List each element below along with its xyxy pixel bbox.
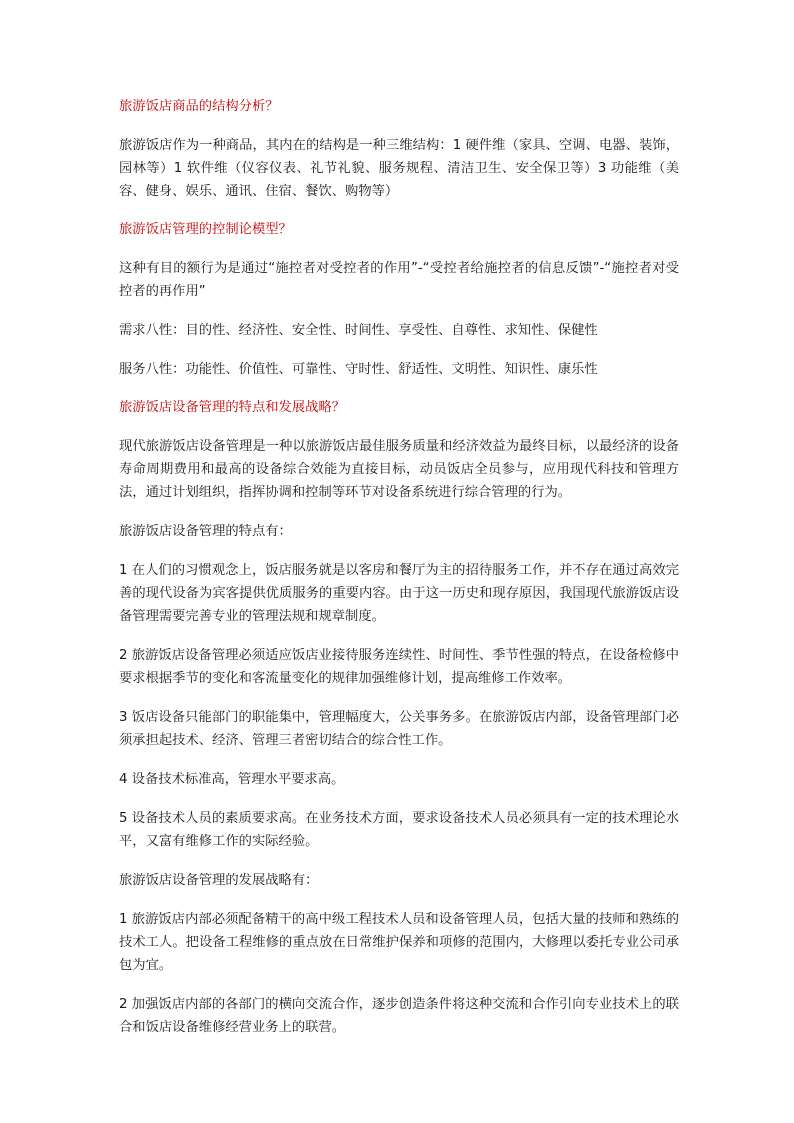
paragraph-control-model: 这种有目的额行为是通过“施控者对受控者的作用”-“受控者给施控者的信息反馈”-“施控者对受控者的再作用” [119,261,679,299]
paragraph-demand-eight: 需求八性：目的性、经济性、安全性、时间性、享受性、自尊性、求知性、保健性 [119,323,598,338]
subheading-strategy: 旅游饭店设备管理的发展战略有： [119,873,319,888]
paragraph-feature-4: 4 设备技术标准高，管理水平要求高。 [119,772,345,787]
paragraph-strategy-1: 1 旅游饭店内部必须配备精干的高中级工程技术人员和设备管理人员，包括大量的技师和熟练的技术工人。把设备工程维修的重点放在日常维护保养和项修的范围内，大修理以委托专业公司承包为宜。 [119,912,679,973]
subheading-features: 旅游饭店设备管理的特点有： [119,524,292,539]
heading-structure-analysis: 旅游饭店商品的结构分析？ [119,99,279,114]
paragraph-feature-2: 2 旅游饭店设备管理必须适应饭店业接待服务连续性、时间性、季节性强的特点，在设备检修中要求根据季节的变化和客流量变化的规律加强维修计划，提高维修工作效率。 [119,648,679,686]
paragraph-strategy-2: 2 加强饭店内部的各部门的横向交流合作，逐步创造条件将这种交流和合作引向专业技术上的联合和饭店设备维修经营业务上的联营。 [119,997,679,1035]
paragraph-feature-5: 5 设备技术人员的素质要求高。在业务技术方面，要求设备技术人员必须具有一定的技术理论水平，又富有维修工作的实际经验。 [119,811,679,849]
paragraph-feature-1: 1 在人们的习惯观念上，饭店服务就是以客房和餐厅为主的招待服务工作，并不存在通过高效完善的现代设备为宾客提供优质服务的重要内容。由于这一历史和现存原因，我国现代旅游饭店设备管理需要完善专业的管理法规和规章制度。 [119,563,679,624]
paragraph-equipment-definition: 现代旅游饭店设备管理是一种以旅游饭店最佳服务质量和经济效益为最终目标，以最经济的设备寿命周期费用和最高的设备综合效能为直接目标，动员饭店全员参与，应用现代科技和管理方法，通过计划组织，指挥协调和控制等环节对设备系统进行综合管理的行为。 [119,439,679,500]
heading-control-model: 旅游饭店管理的控制论模型？ [119,222,292,237]
document-page [119,96,679,1055]
paragraph-feature-3: 3 饭店设备只能部门的职能集中，管理幅度大，公关事务多。在旅游饭店内部，设备管理部门必须承担起技术、经济、管理三者密切结合的综合性工作。 [119,710,679,748]
heading-equipment-management: 旅游饭店设备管理的特点和发展战略？ [119,400,346,415]
paragraph-structure: 旅游饭店作为一种商品，其内在的结构是一种三维结构：1 硬件维（家具、空调、电器、装饰，园林等）1 软件维（仪容仪表、礼节礼貌、服务规程、清洁卫生、安全保卫等）3 功能维（美容、健身、娱乐、通讯、住宿、餐饮、购物等） [119,138,679,199]
paragraph-service-eight: 服务八性：功能性、价值性、可靠性、守时性、舒适性、文明性、知识性、康乐性 [119,362,598,377]
